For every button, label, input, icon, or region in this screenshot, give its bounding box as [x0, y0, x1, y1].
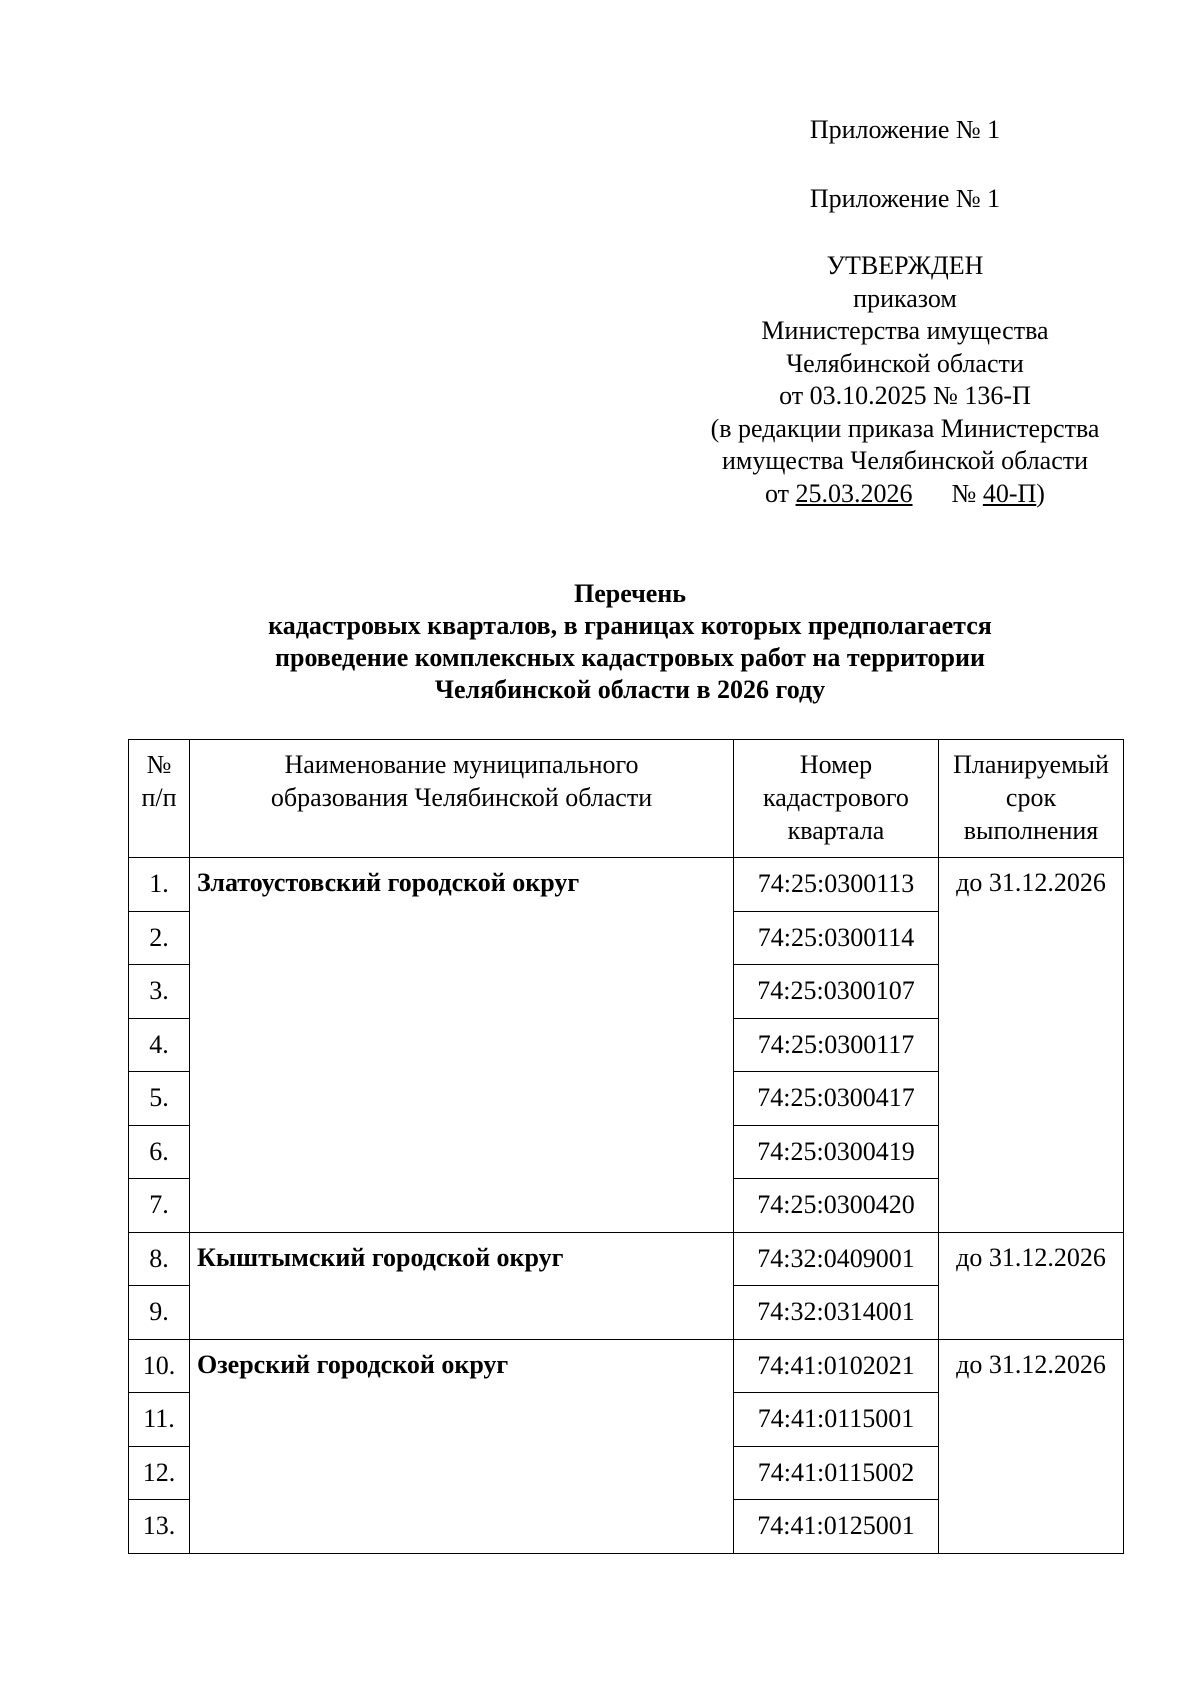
approval-line: Челябинской области [786, 348, 1024, 378]
approval-line: УТВЕРЖДЕН [826, 251, 984, 280]
planned-term: до 31.12.2026 [939, 1339, 1124, 1553]
header-municipality [190, 740, 734, 858]
table-row [129, 1232, 1124, 1286]
row-number: 6. [129, 1125, 190, 1179]
header-planned-term [939, 740, 1124, 858]
row-number: 10. [129, 1339, 190, 1393]
approval-block [690, 250, 1120, 510]
cadastral-number: 74:32:0409001 [734, 1232, 939, 1286]
row-number: 7. [129, 1179, 190, 1233]
title-line: проведение комплексных кадастровых работ на территории [275, 643, 985, 672]
row-number: 11. [129, 1393, 190, 1447]
planned-term: до 31.12.2026 [939, 1232, 1124, 1339]
header-num [129, 740, 190, 858]
approval-line: приказом [853, 283, 957, 313]
row-number: 8. [129, 1232, 190, 1286]
header-cadastral-number [734, 740, 939, 858]
title-line: кадастровых кварталов, в границах которых предполагается [268, 611, 992, 640]
appendix-label: Приложение № 1 [809, 115, 1001, 144]
cadastral-number: 74:32:0314001 [734, 1286, 939, 1340]
row-number: 3. [129, 965, 190, 1019]
row-number: 9. [129, 1286, 190, 1340]
header-text: квартала [787, 816, 885, 845]
row-number: 1. [129, 858, 190, 912]
approval-line: от 03.10.2025 № 136-П [779, 381, 1031, 410]
title-line: Челябинской области в 2026 году [434, 675, 826, 704]
cadastral-quarters-table [128, 739, 1124, 1554]
cadastral-number: 74:41:0102021 [734, 1339, 939, 1393]
header-text: п/п [141, 783, 177, 812]
approval-number-prefix: № [951, 478, 977, 508]
municipality-name: Кыштымский городской округ [190, 1232, 734, 1339]
approval-close-paren: ) [1036, 478, 1045, 508]
cadastral-number: 74:25:0300117 [734, 1018, 939, 1072]
title-line: Перечень [573, 579, 687, 608]
approval-date: 25.03.2026 [795, 478, 913, 508]
approval-line [690, 478, 1120, 511]
row-number: 4. [129, 1018, 190, 1072]
table-row [129, 858, 1124, 912]
cadastral-number: 74:41:0125001 [734, 1500, 939, 1554]
cadastral-number: 74:25:0300107 [734, 965, 939, 1019]
table-header-row [129, 740, 1124, 858]
table-row [129, 1339, 1124, 1393]
approval-line: имущества Челябинской области [721, 446, 1089, 475]
header-text: кадастрового [763, 783, 909, 812]
row-number: 5. [129, 1072, 190, 1126]
header-text: Планируемый [953, 750, 1109, 779]
approval-line: Министерства имущества [761, 316, 1049, 345]
row-number: 13. [129, 1500, 190, 1554]
approval-line: (в редакции приказа Министерства [710, 413, 1100, 443]
header-text: выполнения [963, 816, 1099, 845]
row-number: 2. [129, 911, 190, 965]
cadastral-number: 74:25:0300417 [734, 1072, 939, 1126]
header-text: срок [1005, 783, 1057, 812]
header-text: Наименование муниципального [284, 750, 639, 779]
cadastral-number: 74:25:0300419 [734, 1125, 939, 1179]
header-text: № [146, 750, 172, 779]
approval-number: 40-П [982, 478, 1037, 508]
cadastral-number: 74:41:0115002 [734, 1446, 939, 1500]
approval-date-prefix: от [765, 478, 790, 508]
cadastral-number: 74:25:0300113 [734, 858, 939, 912]
municipality-name: Златоустовский городской округ [190, 858, 734, 1233]
cadastral-number: 74:25:0300420 [734, 1179, 939, 1233]
appendix-label-repeat: Приложение № 1 [809, 184, 1001, 213]
municipality-name: Озерский городской округ [190, 1339, 734, 1553]
cadastral-number: 74:41:0115001 [734, 1393, 939, 1447]
cadastral-number: 74:25:0300114 [734, 911, 939, 965]
planned-term: до 31.12.2026 [939, 858, 1124, 1233]
row-number: 12. [129, 1446, 190, 1500]
header-text: образования Челябинской области [270, 783, 653, 812]
header-text: Номер [799, 750, 873, 779]
document-title [100, 578, 1160, 706]
